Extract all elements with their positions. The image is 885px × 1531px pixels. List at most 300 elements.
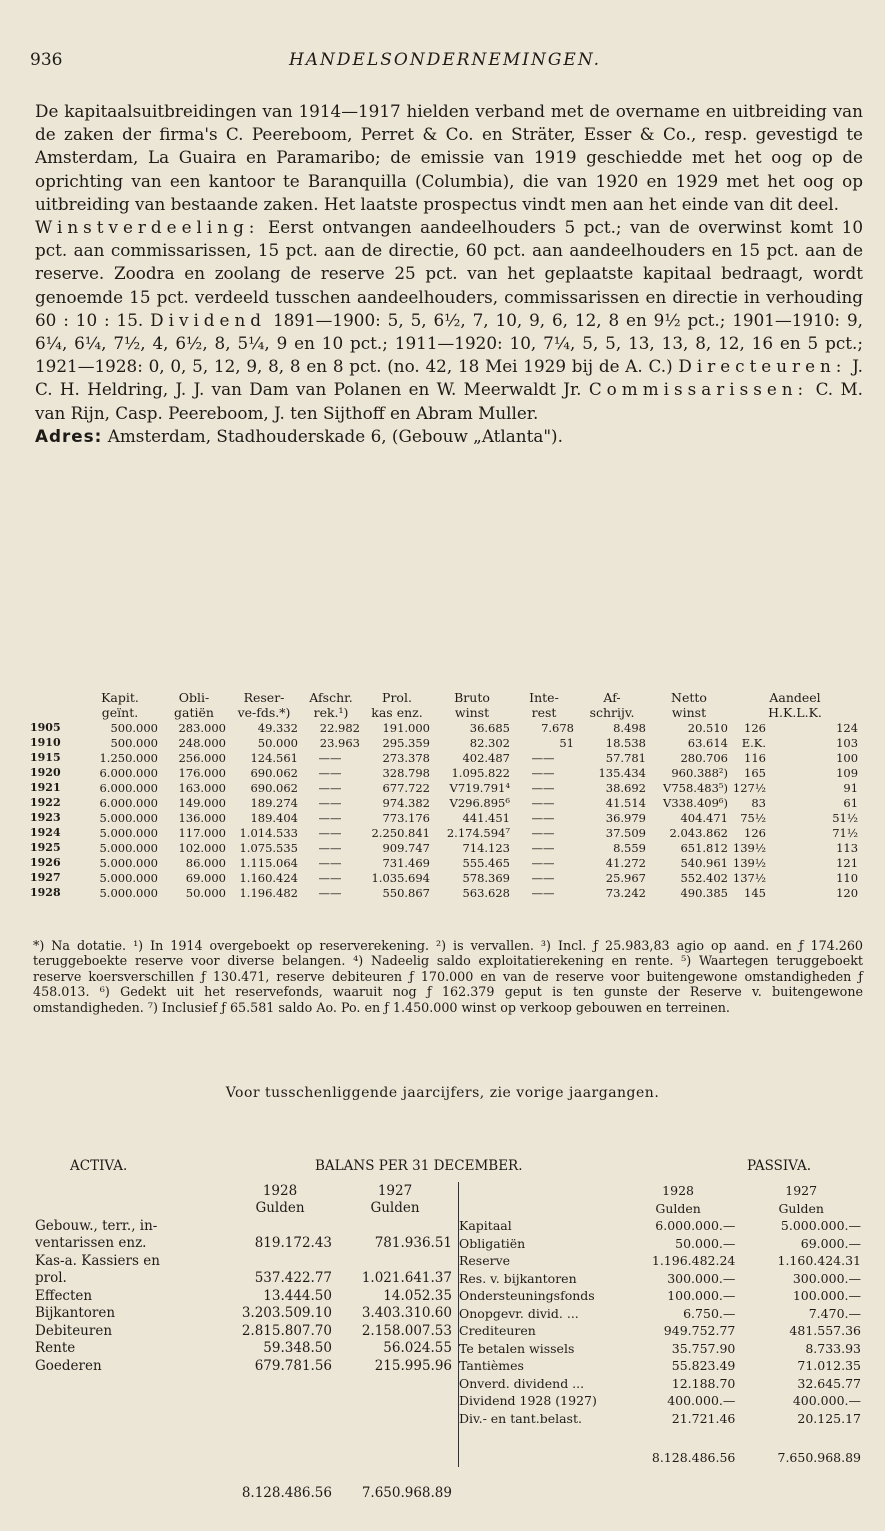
balance-blank-cell [225,1445,335,1463]
stats-value-cell: 117.000 [178,825,226,840]
stats-value-cell: 139½ [732,840,766,855]
stats-value-cell: 2.043.862 [669,825,728,840]
stats-value-cell: —— [531,855,555,870]
winst-label: Winstverdeeling: [35,217,260,238]
stats-year-cell: 1922 [30,796,61,809]
balance-year-row [35,1182,455,1200]
stats-value-cell: 124 [836,720,859,735]
stats-value-cell: 441.451 [462,810,510,825]
balance-unit-row [35,1200,455,1218]
stats-value-cell: 5.000.000 [99,855,158,870]
stats-value-cell: 36.685 [469,720,510,735]
commissarissen-label: Commissarissen: [588,379,809,400]
balance-spacer-row [35,1375,455,1393]
balance-spacer-row [35,1427,455,1445]
stats-year-cell: 1910 [30,736,61,749]
balance-value-cell: 71.012.35 [797,1358,861,1374]
balance-value-cell: 781.936.51 [374,1235,452,1252]
balance-blank-cell [35,1392,225,1410]
stats-year-cell: 1926 [30,856,61,869]
statistics-table [30,690,860,900]
stats-value-cell: 2.174.594⁷ [446,825,510,840]
balance-total-row [35,1462,455,1502]
winst-text: Eerst ontvangen aandeelhouders 5 pct.; van de overwinst komt 10 pct. aan commissarissen, 15 pct. aan de directie, 60 pct. aan aandeelhouders en 15 pct. aan de reserve. Zoodra en zoolang de reserve 25 pct. van het geplaatste kapitaal bedraagt, wordt genoemde 15 pct. verdeeld tusschen aandeelhouders, commissarissen en directie in verhouding 60 : 10 : 15. [35,217,863,330]
stats-value-cell: 102.000 [178,840,226,855]
balance-label-cell: Ondersteuningsfonds [459,1288,595,1304]
balance-label-cell: Res. v. bijkantoren [459,1270,577,1286]
balance-blank-cell [335,1375,455,1393]
balance-label-cell: Rente [35,1340,76,1357]
stats-value-cell: 41.272 [605,855,646,870]
balance-total-cell: 8.128.486.56 [651,1450,736,1466]
stats-value-cell: 57.781 [605,750,646,765]
balance-row [459,1340,864,1358]
stats-value-cell: 6.000.000 [99,780,158,795]
balance-value-cell: 7.470.— [808,1305,861,1321]
balance-value-cell: 20.125.17 [797,1410,861,1426]
balance-value-cell: 14.052.35 [383,1287,452,1304]
stats-year-cell: 1925 [30,841,61,854]
stats-value-cell: 41.514 [605,795,646,810]
stats-value-cell: E.K. [741,735,766,750]
balance-value-cell [225,1252,335,1270]
capital-paragraph: De kapitaalsuitbreidingen van 1914—1917 hielden verband met de overname en uitbreiding van de zaken der firma's C. Peereboom, Perret & Co. en Sträter, Esser & Co., resp. gevestigd te Amsterdam, La Guaira en Paramaribo; de emissie van 1919 geschiedde met het oog op de oprichting van een kantoor te Baranquilla (Columbia), die van 1920 en 1929 met het oog op uitbreiding van bestaande zaken. Het laatste prospectus vindt men aan het einde van dit deel. [35,101,863,214]
balance-row [35,1305,455,1323]
running-title: HANDELSONDERNEMINGEN. [288,50,602,70]
balance-value-cell: 537.422.77 [254,1270,332,1287]
stats-header-cell: Kapit. [101,690,139,705]
stats-value-cell: V758.483⁵) [663,780,728,795]
balance-value-cell: 6.750.— [683,1305,736,1321]
stats-value-cell: 5.000.000 [99,885,158,900]
stats-value-cell: 555.465 [462,855,510,870]
stats-year-cell: 1924 [30,826,61,839]
stats-value-cell: 176.000 [178,765,226,780]
balance-value-cell: 35.757.90 [671,1340,736,1356]
balance-value-cell [335,1217,455,1235]
stats-value-cell: —— [318,855,342,870]
stats-value-cell: 1.250.000 [99,750,158,765]
balance-blank-cell [335,1427,455,1445]
stats-header-cell: gatiën [174,705,214,720]
stats-value-cell: 124.561 [250,750,298,765]
stats-value-cell: 1.160.424 [239,870,298,885]
balance-label-cell: Gebouw., terr., in- [35,1217,158,1234]
balance-unit-cell: Gulden [778,1200,824,1216]
balance-year-cell: 1927 [377,1182,413,1199]
balance-blank-cell [459,1200,618,1218]
stats-value-cell: 552.402 [680,870,728,885]
stats-value-cell: 5.000.000 [99,870,158,885]
balance-value-cell: 400.000.— [667,1393,736,1409]
commissarissen-text: C. M. van Rijn, Casp. Peereboom, J. ten Sijthoff en Abram Muller. [35,379,863,423]
balance-year-cell: 1928 [662,1183,694,1199]
stats-value-cell: 50.000 [185,885,226,900]
balance-row [459,1287,864,1305]
directeuren-text: J. C. H. Heldring, J. J. van Dam van Polanen en W. Meerwaldt Jr. [35,356,863,400]
stats-row [30,885,860,900]
stats-value-cell: 1.035.694 [371,870,430,885]
stats-year-cell: 1905 [30,721,61,734]
balance-total-cell: 7.650.968.89 [777,1450,861,1466]
balance-spacer-row [35,1410,455,1428]
balance-value-cell: 679.781.56 [254,1357,332,1374]
stats-value-cell: 6.000.000 [99,795,158,810]
stats-value-cell: 113 [836,840,859,855]
balance-spacer-row [35,1445,455,1463]
stats-value-cell: 126 [744,720,766,735]
stats-year-cell: 1927 [30,871,61,884]
dividend-label: Dividend [150,309,267,330]
stats-value-cell: 61 [843,795,859,810]
stats-header-cell: Af- [603,690,621,705]
balance-blank-cell [35,1427,225,1445]
stats-value-cell: 18.538 [605,735,646,750]
stats-value-cell: 49.332 [257,720,298,735]
stats-value-cell: —— [318,840,342,855]
balance-value-cell: 100.000.— [667,1288,736,1304]
stats-header-cell: Netto [671,690,707,705]
stats-row [30,825,860,840]
stats-value-cell: 8.498 [613,720,646,735]
page-number: 936 [30,50,63,70]
activa-title: ACTIVA. [70,1158,128,1174]
stats-value-cell: —— [531,750,555,765]
footnotes [33,938,863,1015]
balance-value-cell: 2.815.807.70 [241,1322,332,1339]
balance-value-cell: 3.203.509.10 [241,1305,332,1322]
balance-blank-cell [335,1445,455,1463]
balance-row [459,1305,864,1323]
balance-total-cell: 7.650.968.89 [361,1484,452,1501]
stats-value-cell: 248.000 [178,735,226,750]
stats-year-cell: 1923 [30,811,61,824]
balance-value-cell: 819.172.43 [254,1235,332,1252]
balance-value-cell [225,1217,335,1235]
stats-value-cell: —— [531,825,555,840]
stats-value-cell: V338.409⁶) [663,795,728,810]
stats-value-cell: 5.000.000 [99,840,158,855]
balance-label-cell: Div.- en tant.belast. [459,1410,582,1426]
balance-label-cell: prol. [35,1270,67,1287]
balance-value-cell: 949.752.77 [663,1323,736,1339]
balance-blank-cell [35,1410,225,1428]
stats-header-cell [30,705,80,720]
passiva-title: PASSIVA. [747,1158,812,1174]
directeuren-label: Directeuren: [678,356,847,377]
stats-value-cell: 109 [836,765,859,780]
stats-year-cell: 1915 [30,751,61,764]
balance-blank-cell [225,1410,335,1428]
stats-value-cell: 1.014.533 [239,825,298,840]
stats-value-cell: 189.274 [250,795,298,810]
stats-value-cell: 550.867 [382,885,430,900]
stats-value-cell: 25.967 [605,870,646,885]
stats-value-cell: 38.692 [605,780,646,795]
stats-value-cell: 136.000 [178,810,226,825]
balance-blank-cell [35,1200,225,1218]
balance-blank-cell [35,1375,225,1393]
balance-total-row [459,1427,864,1467]
stats-row [30,795,860,810]
balance-year-row [459,1182,864,1200]
stats-header-cell: rek.¹) [313,705,349,720]
stats-value-cell: 91 [843,780,859,795]
stats-value-cell: —— [318,795,342,810]
stats-value-cell: —— [531,840,555,855]
stats-value-cell: 83 [751,795,766,810]
stats-value-cell: V719.791⁴ [449,780,510,795]
stats-value-cell: 75½ [740,810,766,825]
stats-value-cell: —— [318,780,342,795]
balance-value-cell: 1.021.641.37 [361,1270,452,1287]
stats-value-cell: —— [531,780,555,795]
balance-unit-row [459,1200,864,1218]
stats-value-cell: 1.115.064 [239,855,298,870]
stats-value-cell: 103 [836,735,859,750]
stats-value-cell: 189.404 [250,810,298,825]
stats-value-cell: 273.378 [382,750,430,765]
stats-value-cell: —— [318,810,342,825]
stats-value-cell: 500.000 [110,735,158,750]
stats-header-cell: Aandeel [769,690,821,705]
stats-year-cell: 1921 [30,781,61,794]
stats-value-cell: 50.000 [257,735,298,750]
footnotes-text: *) Na dotatie. ¹) In 1914 overgeboekt op reserverekening. ²) is vervallen. ³) Incl. ƒ 25.983,83 agio op aand. en ƒ 174.260 teruggeboekte reserve voor diverse belangen. ⁴) Nadeelig saldo exploitatierekening en rente. ⁵) Waartegen teruggeboekt reserve koersverschillen ƒ 130.471, reserve debiteuren ƒ 170.000 en van de reserve voor buitengewone omstandigheden ƒ 458.013. ⁶) Gedekt uit het reservefonds, waaruit nog ƒ 162.379 geput is ten gunste der Reserve v. buitengewone omstandigheden. ⁷) Inclusief ƒ 65.581 saldo Ao. Po. en ƒ 1.450.000 winst op verkoop gebouwen en terreinen. [33,938,863,1015]
stats-value-cell: —— [318,750,342,765]
balance-value-cell: 5.000.000.— [780,1218,861,1234]
balance-label-cell: Bijkantoren [35,1305,116,1322]
stats-value-cell: 120 [836,885,859,900]
balance-value-cell: 100.000.— [792,1288,861,1304]
stats-value-cell: 165 [744,765,766,780]
stats-row [30,840,860,855]
balance-label-cell: Te betalen wissels [459,1340,575,1356]
stats-value-cell: 974.382 [382,795,430,810]
stats-value-cell: 127½ [732,780,766,795]
stats-value-cell: 126 [744,825,766,840]
stats-value-cell: —— [531,765,555,780]
stats-header-cell: H.K.L.K. [768,705,822,720]
balance-row [459,1270,864,1288]
balance-value-cell: 481.557.36 [789,1323,861,1339]
stats-header-cell: Inte- [529,690,559,705]
stats-value-cell: 22.982 [319,720,360,735]
stats-value-cell: 690.062 [250,780,298,795]
stats-value-cell: 540.961 [680,855,728,870]
stats-value-cell: 137½ [732,870,766,885]
balance-value-cell: 2.158.007.53 [361,1322,452,1339]
stats-row [30,735,860,750]
balance-row [459,1392,864,1410]
balance-row [459,1235,864,1253]
balance-year-cell: 1927 [785,1183,818,1199]
dividend-text: 1891—1900: 5, 5, 6½, 7, 10, 9, 6, 12, 8 en 9½ pct.; 1901—1910: 9, 6¼, 6¼, 7½, 4, 6½, 8, 5¼, 9 en 10 pct.; 1911—1920: 10, 7¼, 5, 5, 13, 13, 8, 12, 16 en 5 pct.; 1921—1928: 0, 0, 5, 12, 9, 8, 8 en 8 pct. (no. 42, 18 Mei 1929 bij de A. C.) [35,309,863,377]
stats-row [30,870,860,885]
balance-blank-cell [35,1445,225,1463]
stats-value-cell: 5.000.000 [99,810,158,825]
adres-text: Amsterdam, Stadhouderskade 6, (Gebouw „Atlanta"). [107,425,563,446]
balance-label-cell: Reserve [459,1253,511,1269]
balance-label-cell: Kapitaal [459,1218,512,1234]
stats-value-cell: 51 [559,735,574,750]
previous-years-note: Voor tusschenliggende jaarcijfers, zie vorige jaargangen. [225,1085,660,1101]
stats-value-cell: 69.000 [185,870,226,885]
balance-value-cell: 12.188.70 [671,1375,736,1391]
stats-value-cell: 100 [836,750,859,765]
balance-label-cell: Tantièmes [459,1358,524,1374]
stats-value-cell: 328.798 [382,765,430,780]
balance-blank-cell [35,1462,225,1502]
adres-paragraph [35,425,863,448]
stats-value-cell: 82.302 [469,735,510,750]
stats-value-cell: 8.559 [613,840,646,855]
stats-value-cell: 23.963 [319,735,360,750]
company-description [35,100,863,448]
stats-value-cell: 1.196.482 [239,885,298,900]
balance-blank-cell [225,1375,335,1393]
balance-label-cell: Onopgevr. divid. ... [459,1305,579,1321]
balance-label-cell: Debiteuren [35,1322,113,1339]
stats-value-cell: 563.628 [462,885,510,900]
stats-value-cell: 490.385 [680,885,728,900]
stats-value-cell: V296.895⁶ [449,795,510,810]
balance-blank-cell [35,1182,225,1200]
balance-row [459,1252,864,1270]
balance-row [35,1322,455,1340]
stats-header-cell: Reser- [243,690,285,705]
balance-value-cell: 300.000.— [667,1270,736,1286]
balance-label-cell: Goederen [35,1357,102,1374]
stats-row [30,810,860,825]
stats-header-cell: kas enz. [371,705,423,720]
stats-row [30,720,860,735]
stats-header-cell: ve-fds.*) [237,705,291,720]
stats-value-cell: —— [318,765,342,780]
balance-value-cell: 1.196.482.24 [651,1253,736,1269]
stats-value-cell: 578.369 [462,870,510,885]
stats-year-cell: 1920 [30,766,61,779]
stats-value-cell: 909.747 [382,840,430,855]
balance-value-cell [335,1252,455,1270]
balance-blank-cell [335,1410,455,1428]
stats-value-cell: 7.678 [541,720,574,735]
stats-year-cell: 1928 [30,886,61,899]
stats-value-cell: 714.123 [462,840,510,855]
stats-value-cell: 402.487 [462,750,510,765]
stats-value-cell: 2.250.841 [371,825,430,840]
balance-blank-cell [335,1392,455,1410]
stats-value-cell: 404.471 [680,810,728,825]
stats-header-cell: winst [454,705,490,720]
balance-value-cell: 32.645.77 [797,1375,861,1391]
balance-row [35,1270,455,1288]
balance-blank-cell [459,1427,618,1467]
activa-table [35,1182,455,1502]
stats-value-cell: —— [531,810,555,825]
balance-value-cell: 6.000.000.— [655,1218,736,1234]
balance-blank-cell [225,1427,335,1445]
balance-row [35,1340,455,1358]
balance-value-cell: 55.823.49 [671,1358,736,1374]
balance-value-cell: 13.444.50 [263,1287,332,1304]
stats-value-cell: —— [318,825,342,840]
balance-label-cell: Onverd. dividend ... [459,1375,585,1391]
balance-value-cell: 215.995.96 [374,1357,452,1374]
balance-value-cell: 3.403.310.60 [361,1305,452,1322]
balance-row [459,1217,864,1235]
stats-value-cell: 51½ [832,810,859,825]
balance-label-cell: Dividend 1928 (1927) [459,1393,597,1409]
stats-value-cell: 283.000 [178,720,226,735]
balance-row [35,1287,455,1305]
stats-row [30,765,860,780]
balance-year-cell: 1928 [262,1182,298,1199]
stats-header-cell: Obli- [178,690,210,705]
stats-value-cell: 773.176 [382,810,430,825]
balance-label-cell: Kas-a. Kassiers en [35,1252,160,1269]
balance-row [35,1252,455,1270]
stats-header-cell: Prol. [382,690,412,705]
balance-value-cell: 21.721.46 [671,1410,736,1426]
stats-value-cell: 191.000 [382,720,430,735]
stats-row [30,780,860,795]
stats-value-cell: 280.706 [680,750,728,765]
stats-value-cell: —— [318,870,342,885]
stats-value-cell: 651.812 [680,840,728,855]
balance-row [35,1217,455,1235]
stats-header-cell: winst [671,705,707,720]
stats-header-cell: geïnt. [101,705,139,720]
stats-value-cell: 37.509 [605,825,646,840]
balance-title: BALANS PER 31 DECEMBER. [315,1158,523,1174]
stats-value-cell: —— [531,870,555,885]
balance-label-cell: ventarissen enz. [35,1235,147,1252]
balance-value-cell: 50.000.— [675,1235,736,1251]
stats-value-cell: 116 [744,750,766,765]
balance-spacer-row [35,1392,455,1410]
balance-value-cell: 400.000.— [792,1393,861,1409]
balance-row [459,1375,864,1393]
balance-title-row [35,1158,865,1178]
stats-header-row [30,690,860,705]
stats-value-cell: 121 [836,855,859,870]
balance-value-cell: 59.348.50 [263,1340,332,1357]
balance-blank-cell [459,1182,618,1200]
winst-paragraph [35,216,863,425]
stats-value-cell: 731.469 [382,855,430,870]
stats-header-cell: Afschr. [309,690,353,705]
stats-row [30,750,860,765]
stats-value-cell: 500.000 [110,720,158,735]
balance-unit-cell: Gulden [370,1200,420,1217]
balance-value-cell: 8.733.93 [805,1340,861,1356]
stats-value-cell: —— [531,795,555,810]
balance-value-cell: 69.000.— [800,1235,861,1251]
stats-value-cell: 86.000 [185,855,226,870]
balance-value-cell: 56.024.55 [383,1340,452,1357]
adres-label: Adres: [35,425,103,446]
balance-row [35,1235,455,1253]
stats-header-row [30,705,860,720]
balance-label-cell: Obligatiën [459,1235,526,1251]
stats-value-cell: 295.359 [382,735,430,750]
stats-value-cell: 690.062 [250,765,298,780]
balance-label-cell: Crediteuren [459,1323,536,1339]
stats-value-cell: 135.434 [598,765,646,780]
stats-value-cell: 5.000.000 [99,825,158,840]
stats-value-cell: 36.979 [605,810,646,825]
